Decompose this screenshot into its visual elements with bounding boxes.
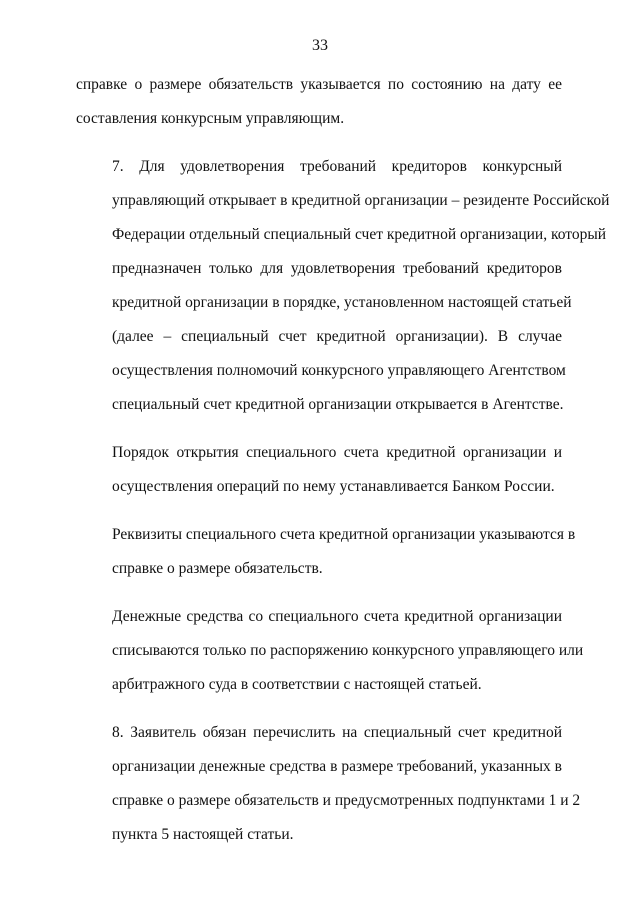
page-number: 33 (312, 37, 328, 54)
text-line: осуществления операций по нему устанавливается Банком России. (112, 478, 555, 495)
text-line: специальный счет кредитной организации открывается в Агентстве. (112, 396, 564, 413)
paragraph-8 (76, 716, 581, 852)
text-line: предназначен только для удовлетворения требований кредиторов (112, 260, 562, 277)
text-line: пункта 5 настоящей статьи. (112, 826, 294, 843)
paragraph-account-details (76, 518, 576, 586)
text-line: составления конкурсным управляющим. (76, 110, 345, 127)
text-line: справке о размере обязательств указывается по состоянию на дату ее (76, 76, 562, 93)
document-body (76, 68, 610, 866)
text-line: справке о размере обязательств. (112, 560, 323, 577)
text-line: управляющий открывает в кредитной организации – резиденте Российской (112, 192, 610, 209)
text-line: организации денежные средства в размере требований, указанных в (112, 758, 562, 775)
text-line: Реквизиты специального счета кредитной организации указываются в (112, 526, 576, 543)
text-line: 8. Заявитель обязан перечислить на специальный счет кредитной (112, 724, 562, 741)
text-line: Федерации отдельный специальный счет кредитной организации, который (112, 226, 607, 243)
paragraph-funds-debit (76, 600, 584, 702)
text-line: Порядок открытия специального счета кредитной организации и (112, 444, 562, 461)
paragraph-7 (76, 150, 610, 422)
text-line: осуществления полномочий конкурсного управляющего Агентством (112, 362, 566, 379)
text-line: кредитной организации в порядке, установленном настоящей статьей (112, 294, 572, 311)
text-line: списываются только по распоряжению конкурсного управляющего или (112, 642, 584, 659)
text-line: Денежные средства со специального счета кредитной организации (112, 608, 562, 625)
paragraph-account-opening (76, 436, 562, 504)
text-line: (далее – специальный счет кредитной организации). В случае (112, 328, 562, 345)
text-line: арбитражного суда в соответствии с настоящей статьей. (112, 676, 482, 693)
paragraph-1 (76, 68, 562, 136)
text-line: 7. Для удовлетворения требований кредиторов конкурсный (112, 158, 562, 175)
text-line: справке о размере обязательств и предусмотренных подпунктами 1 и 2 (112, 792, 581, 809)
